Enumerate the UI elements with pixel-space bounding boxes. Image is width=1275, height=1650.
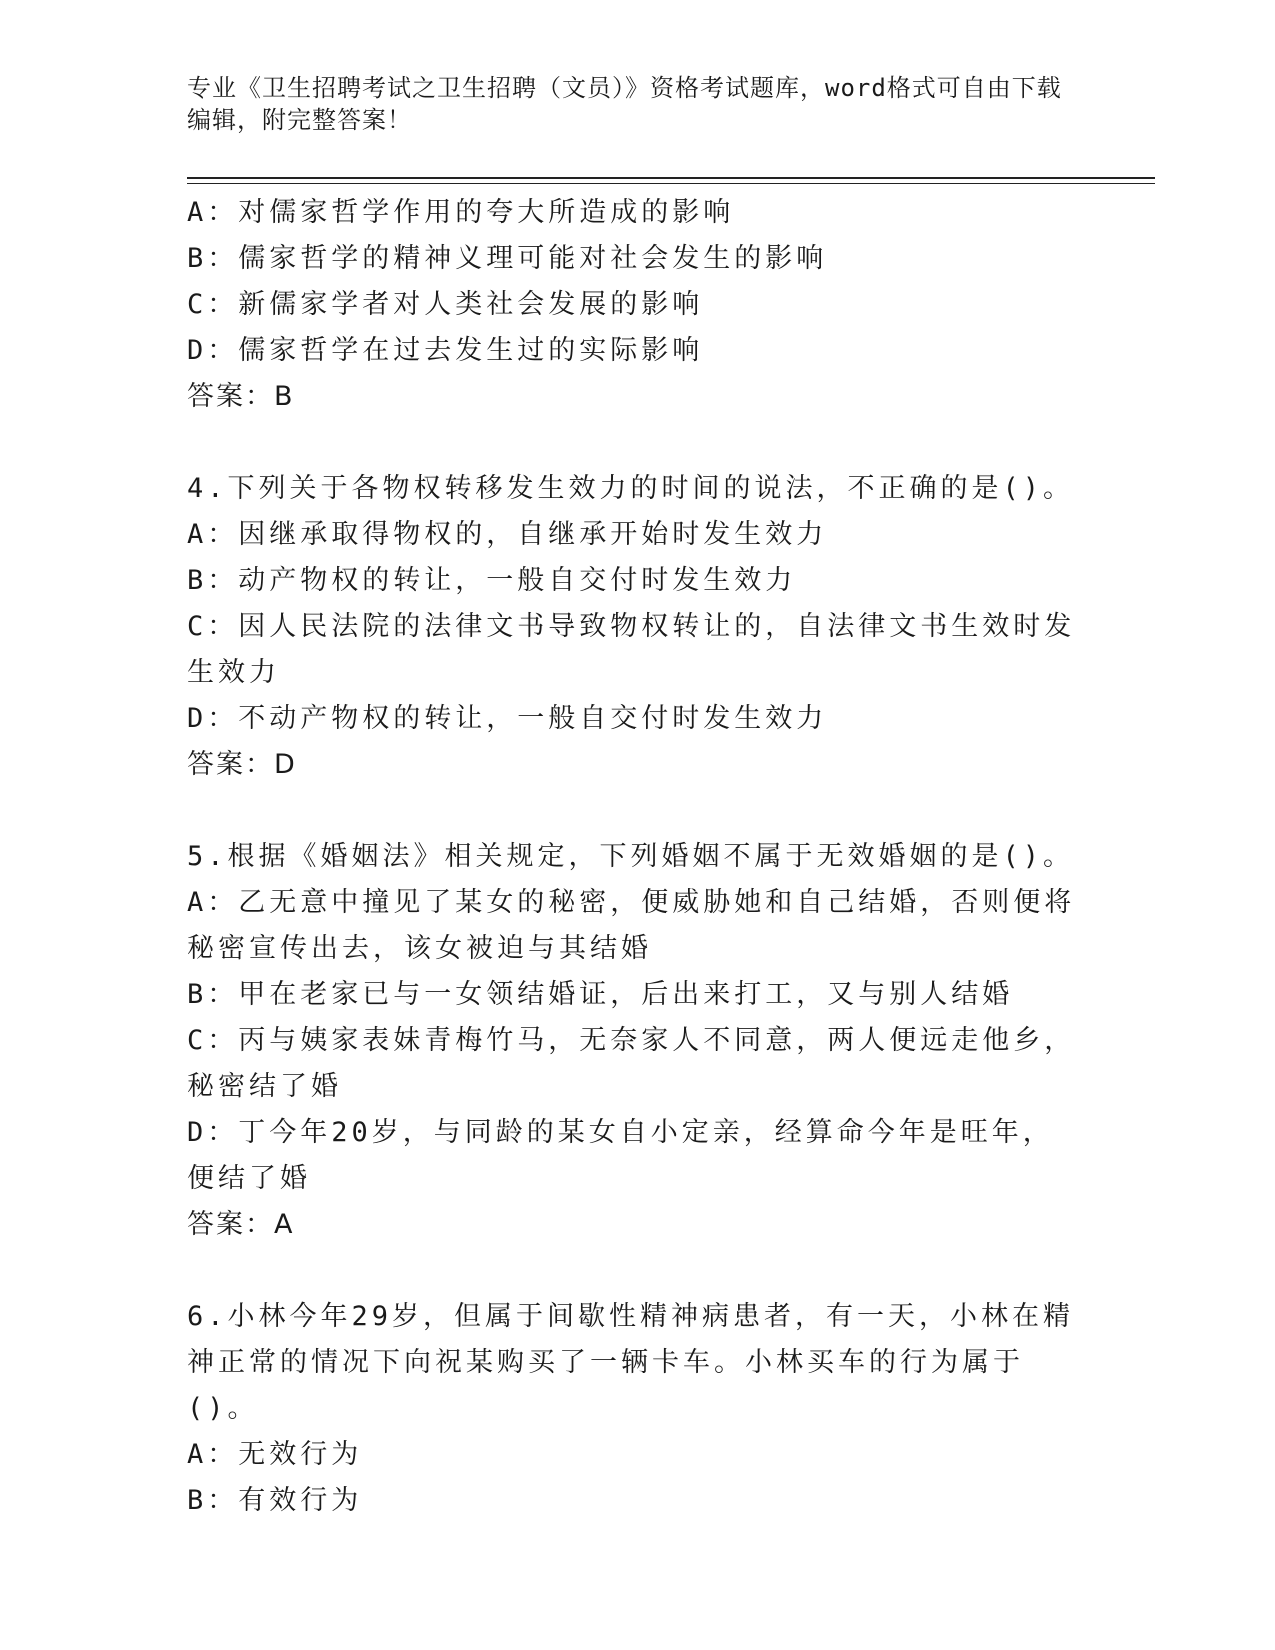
answer-label: 答案：D: [187, 749, 297, 780]
option-c: C：因人民法院的法律文书导致物权转让的，自法律文书生效时发生效力: [187, 611, 1076, 688]
question-stem: 5.根据《婚姻法》相关规定，下列婚姻不属于无效婚姻的是()。: [187, 841, 1075, 872]
option-a: A：乙无意中撞见了某女的秘密，便威胁她和自己结婚，否则便将秘密宣传出去，该女被迫与其结婚: [187, 887, 1076, 964]
question-6-block: [187, 1294, 1082, 1524]
option-b: B：儒家哲学的精神义理可能对社会发生的影响: [187, 243, 828, 274]
question-4-block: [187, 466, 1082, 788]
header-line-2: 编辑，附完整答案！: [187, 106, 412, 134]
option-b: B：动产物权的转让，一般自交付时发生效力: [187, 565, 797, 596]
option-b: B：甲在老家已与一女领结婚证，后出来打工，又与别人结婚: [187, 979, 1014, 1010]
question-3-block: [187, 190, 1082, 420]
option-d: D：丁今年20岁，与同龄的某女自小定亲，经算命今年是旺年，便结了婚: [187, 1117, 1054, 1194]
header-line-1: 专业《卫生招聘考试之卫生招聘（文员）》资格考试题库，word格式可自由下载: [187, 74, 1062, 102]
option-a: A：因继承取得物权的，自继承开始时发生效力: [187, 519, 828, 550]
question-5-block: [187, 834, 1082, 1248]
option-b: B：有效行为: [187, 1485, 363, 1516]
option-d: D：儒家哲学在过去发生过的实际影响: [187, 335, 704, 366]
question-content: [187, 190, 1082, 1524]
option-c: C：新儒家学者对人类社会发展的影响: [187, 289, 704, 320]
question-stem: 6.小林今年29岁，但属于间歇性精神病患者，有一天，小林在精神正常的情况下向祝某购买了一辆卡车。小林买车的行为属于()。: [187, 1301, 1075, 1424]
answer-label: 答案：A: [187, 1209, 295, 1240]
option-c: C：丙与姨家表妹青梅竹马，无奈家人不同意，两人便远走他乡，秘密结了婚: [187, 1025, 1076, 1102]
header-divider: [187, 177, 1155, 184]
option-a: A：对儒家哲学作用的夸大所造成的影响: [187, 197, 735, 228]
option-d: D：不动产物权的转让，一般自交付时发生效力: [187, 703, 828, 734]
option-a: A：无效行为: [187, 1439, 363, 1470]
answer-label: 答案：B: [187, 381, 295, 412]
question-stem: 4.下列关于各物权转移发生效力的时间的说法，不正确的是()。: [187, 473, 1075, 504]
document-header: [187, 72, 1067, 136]
